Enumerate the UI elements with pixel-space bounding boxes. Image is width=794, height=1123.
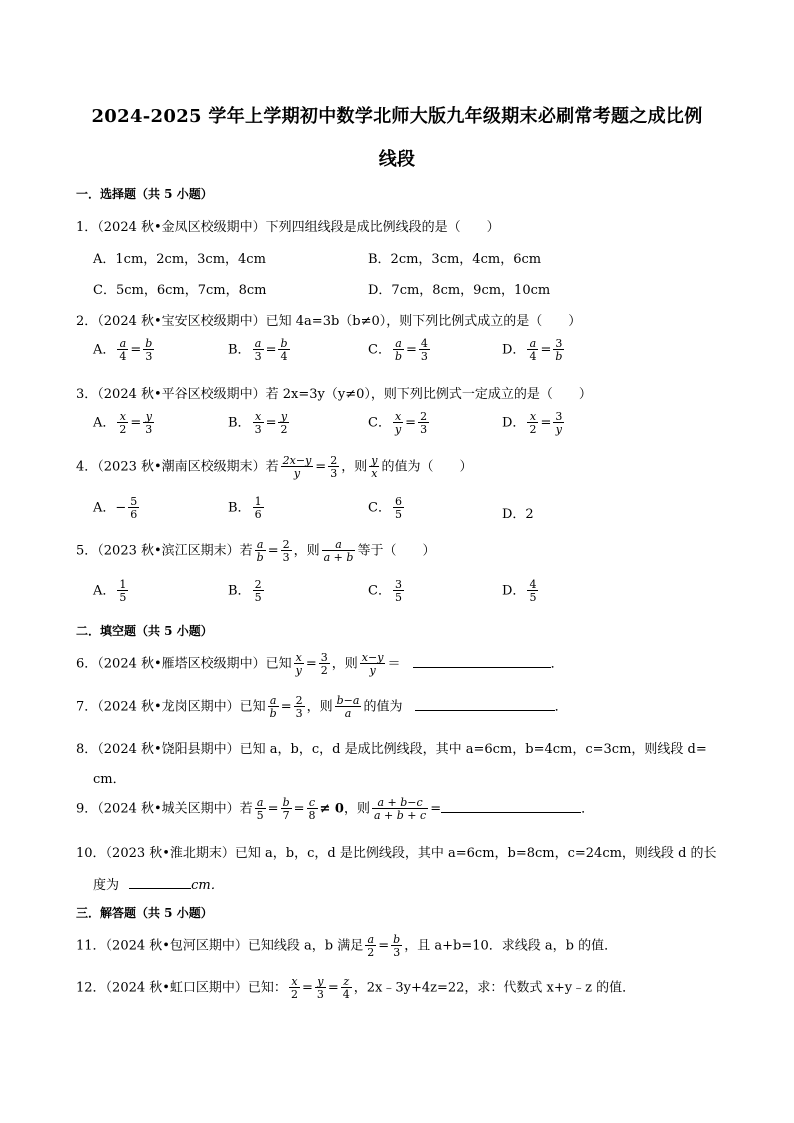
question-1-option-a: A．1cm，2cm，3cm，4cm bbox=[93, 252, 266, 267]
question-8-stem-cont: cm． bbox=[93, 772, 126, 787]
fraction: $\frac{2}{3}$ bbox=[420, 410, 428, 436]
fraction: $\frac{a}{b}$ bbox=[394, 337, 402, 363]
question-4-option-d: D．2 bbox=[502, 507, 534, 522]
question-2-stem: 2．（2024 秋•宝安区校级期中）已知 4a=3b（b≠0），则下列比例式成立的是（ ） bbox=[76, 314, 582, 329]
option-label: C． bbox=[368, 342, 391, 358]
question-2-option-c: C． $\frac{a}{b}$ = $\frac{4}{3}$ bbox=[368, 337, 428, 363]
page-title-line2: 线段 bbox=[378, 149, 416, 170]
question-3-option-c: C． $\frac{x}{y}$ = $\frac{2}{3}$ bbox=[368, 410, 428, 436]
fraction: $\frac{x}{2}$ bbox=[290, 975, 298, 1001]
fraction: $\frac{3}{5}$ bbox=[394, 578, 402, 604]
answer-blank[interactable] bbox=[129, 876, 191, 889]
question-5-option-a: A． $\frac{1}{5}$ bbox=[93, 578, 127, 604]
section-heading-solve: 三．解答题（共 5 小题） bbox=[76, 906, 213, 920]
fraction: $\frac{b-a}{a}$ bbox=[336, 694, 360, 720]
answer-blank[interactable] bbox=[413, 655, 551, 668]
question-5-option-b: B． $\frac{2}{5}$ bbox=[228, 578, 262, 604]
fraction: $\frac{b}{3}$ bbox=[393, 933, 401, 959]
option-label: D． bbox=[502, 342, 526, 358]
option-label: A． bbox=[93, 415, 116, 431]
question-3-option-d: D． $\frac{x}{2}$ = $\frac{3}{y}$ bbox=[502, 410, 563, 436]
option-label: A． bbox=[93, 342, 116, 358]
option-label: C． bbox=[368, 415, 391, 431]
fraction: $\frac{a}{2}$ bbox=[367, 933, 375, 959]
question-4-option-a: A．− $\frac{5}{6}$ bbox=[93, 495, 138, 521]
fraction: $\frac{x-y}{y}$ bbox=[361, 651, 384, 677]
fraction: $\frac{3}{y}$ bbox=[555, 410, 563, 436]
fraction: $\frac{b}{7}$ bbox=[282, 796, 290, 822]
question-5-stem: 5．（2023 秋•滨江区期末）若 $\frac{a}{b}$ = $\frac{2}{3}$ ，则 $\frac{a}{a + b}$ 等于（ ） bbox=[76, 538, 436, 564]
fraction: $\frac{a}{4}$ bbox=[119, 337, 127, 363]
question-11-stem: 11．（2024 秋•包河区期中）已知线段 a，b 满足 $\frac{a}{2}$ = $\frac{b}{3}$ ，且 a+b=10．求线段 a，b 的值． bbox=[76, 933, 618, 959]
fraction: $\frac{4}{3}$ bbox=[420, 337, 428, 363]
question-7-stem: 7．（2024 秋•龙岗区期中）已知 $\frac{a}{b}$ = $\frac{2}{3}$ ，则 $\frac{b-a}{a}$ 的值为 ． bbox=[76, 694, 568, 720]
fraction: $\frac{b}{3}$ bbox=[145, 337, 153, 363]
question-1-option-d: D．7cm，8cm，9cm，10cm bbox=[368, 283, 551, 298]
fraction: $\frac{a}{4}$ bbox=[529, 337, 537, 363]
fraction: $\frac{a}{5}$ bbox=[256, 796, 264, 822]
question-10-stem-cont: 度为 cm． bbox=[93, 878, 224, 893]
fraction: $\frac{6}{5}$ bbox=[394, 495, 402, 521]
question-3-option-b: B． $\frac{x}{3}$ = $\frac{y}{2}$ bbox=[228, 410, 288, 436]
question-10-stem: 10．（2023 秋•淮北期末）已知 a，b，c，d 是比例线段，其中 a=6cm，b=8cm，c=24cm，则线段 d 的长 bbox=[76, 846, 717, 861]
fraction: $\frac{z}{4}$ bbox=[342, 975, 350, 1001]
question-12-stem: 12．（2024 秋•虹口区期中）已知： $\frac{x}{2}$ = $\frac{y}{3}$ = $\frac{z}{4}$ ，2x﹣3y+4z=22，求：代数式 x+y﹣z 的值． bbox=[76, 975, 636, 1001]
question-4-option-c: C． $\frac{6}{5}$ bbox=[368, 495, 402, 521]
fraction: $\frac{3}{b}$ bbox=[555, 337, 563, 363]
question-2-option-b: B． $\frac{a}{3}$ = $\frac{b}{4}$ bbox=[228, 337, 288, 363]
question-2-option-d: D． $\frac{a}{4}$ = $\frac{3}{b}$ bbox=[502, 337, 563, 363]
question-9-stem: 9．（2024 秋•城关区期中）若 $\frac{a}{5}$ = $\frac{b}{7}$ = $\frac{c}{8}$ ≠ 0，则 $\frac{a + b-c}{a + b + c}$ = ． bbox=[76, 796, 595, 822]
page-title-line1: 2024-2025 学年上学期初中数学北师大版九年级期末必刷常考题之成比例 bbox=[91, 106, 703, 127]
fraction: $\frac{y}{3}$ bbox=[145, 410, 153, 436]
option-label: B． bbox=[228, 342, 251, 358]
fraction: $\frac{4}{5}$ bbox=[529, 578, 537, 604]
fraction: $\frac{x}{3}$ bbox=[254, 410, 262, 436]
question-5-option-d: D． $\frac{4}{5}$ bbox=[502, 578, 537, 604]
question-4-option-b: B． $\frac{1}{6}$ bbox=[228, 495, 262, 521]
fraction: $\frac{a}{3}$ bbox=[254, 337, 262, 363]
fraction: $\frac{2}{3}$ bbox=[295, 694, 303, 720]
fraction: $\frac{b}{4}$ bbox=[280, 337, 288, 363]
fraction: $\frac{x}{2}$ bbox=[529, 410, 537, 436]
fraction: $\frac{y}{x}$ bbox=[371, 454, 378, 480]
answer-blank[interactable] bbox=[441, 800, 581, 813]
question-4-stem: 4．（2023 秋•潮南区校级期末）若 $\frac{2x-y}{y}$ = $\frac{2}{3}$ ，则 $\frac{y}{x}$ 的值为（ ） bbox=[76, 454, 473, 480]
fraction: $\frac{a}{a + b}$ bbox=[323, 538, 354, 564]
fraction: $\frac{a + b-c}{a + b + c}$ bbox=[374, 796, 427, 822]
fraction: $\frac{2}{5}$ bbox=[254, 578, 262, 604]
answer-blank[interactable] bbox=[415, 698, 555, 711]
option-label: D． bbox=[502, 415, 526, 431]
fraction: $\frac{a}{b}$ bbox=[269, 694, 277, 720]
fraction: $\frac{y}{3}$ bbox=[316, 975, 324, 1001]
question-1-option-c: C．5cm，6cm，7cm，8cm bbox=[93, 283, 267, 298]
question-1-option-b: B．2cm，3cm，4cm，6cm bbox=[368, 252, 542, 267]
fraction: $\frac{1}{5}$ bbox=[119, 578, 127, 604]
fraction: $\frac{3}{2}$ bbox=[320, 651, 328, 677]
fraction: $\frac{x}{y}$ bbox=[394, 410, 402, 436]
fraction: $\frac{2x-y}{y}$ bbox=[282, 454, 312, 480]
fraction: $\frac{x}{2}$ bbox=[119, 410, 127, 436]
question-3-stem: 3．（2024 秋•平谷区校级期中）若 2x=3y（y≠0），则下列比例式一定成立的是（ ） bbox=[76, 387, 592, 402]
option-label: B． bbox=[228, 415, 251, 431]
fraction: $\frac{2}{3}$ bbox=[282, 538, 290, 564]
question-2-option-a: A． $\frac{a}{4}$ = $\frac{b}{3}$ bbox=[93, 337, 153, 363]
question-5-option-c: C． $\frac{3}{5}$ bbox=[368, 578, 402, 604]
fraction: $\frac{a}{b}$ bbox=[256, 538, 264, 564]
question-8-stem: 8．（2024 秋•饶阳县期中）已知 a，b，c，d 是成比例线段，其中 a=6cm，b=4cm，c=3cm，则线段 d= bbox=[76, 742, 707, 757]
question-1-stem: 1．（2024 秋•金凤区校级期中）下列四组线段是成比例线段的是（ ） bbox=[76, 220, 500, 235]
fraction: $\frac{2}{3}$ bbox=[330, 454, 338, 480]
question-6-stem: 6．（2024 秋•雁塔区校级期中）已知 $\frac{x}{y}$ = $\frac{3}{2}$ ，则 $\frac{x-y}{y}$ ＝ ． bbox=[76, 651, 564, 677]
section-heading-fill: 二．填空题（共 5 小题） bbox=[76, 624, 213, 638]
fraction: $\frac{y}{2}$ bbox=[280, 410, 288, 436]
fraction: $\frac{1}{6}$ bbox=[254, 495, 262, 521]
fraction: $\frac{5}{6}$ bbox=[130, 495, 138, 521]
section-heading-choice: 一．选择题（共 5 小题） bbox=[76, 187, 213, 201]
fraction: $\frac{x}{y}$ bbox=[295, 651, 302, 677]
fraction: $\frac{c}{8}$ bbox=[308, 796, 316, 822]
question-3-option-a: A． $\frac{x}{2}$ = $\frac{y}{3}$ bbox=[93, 410, 153, 436]
